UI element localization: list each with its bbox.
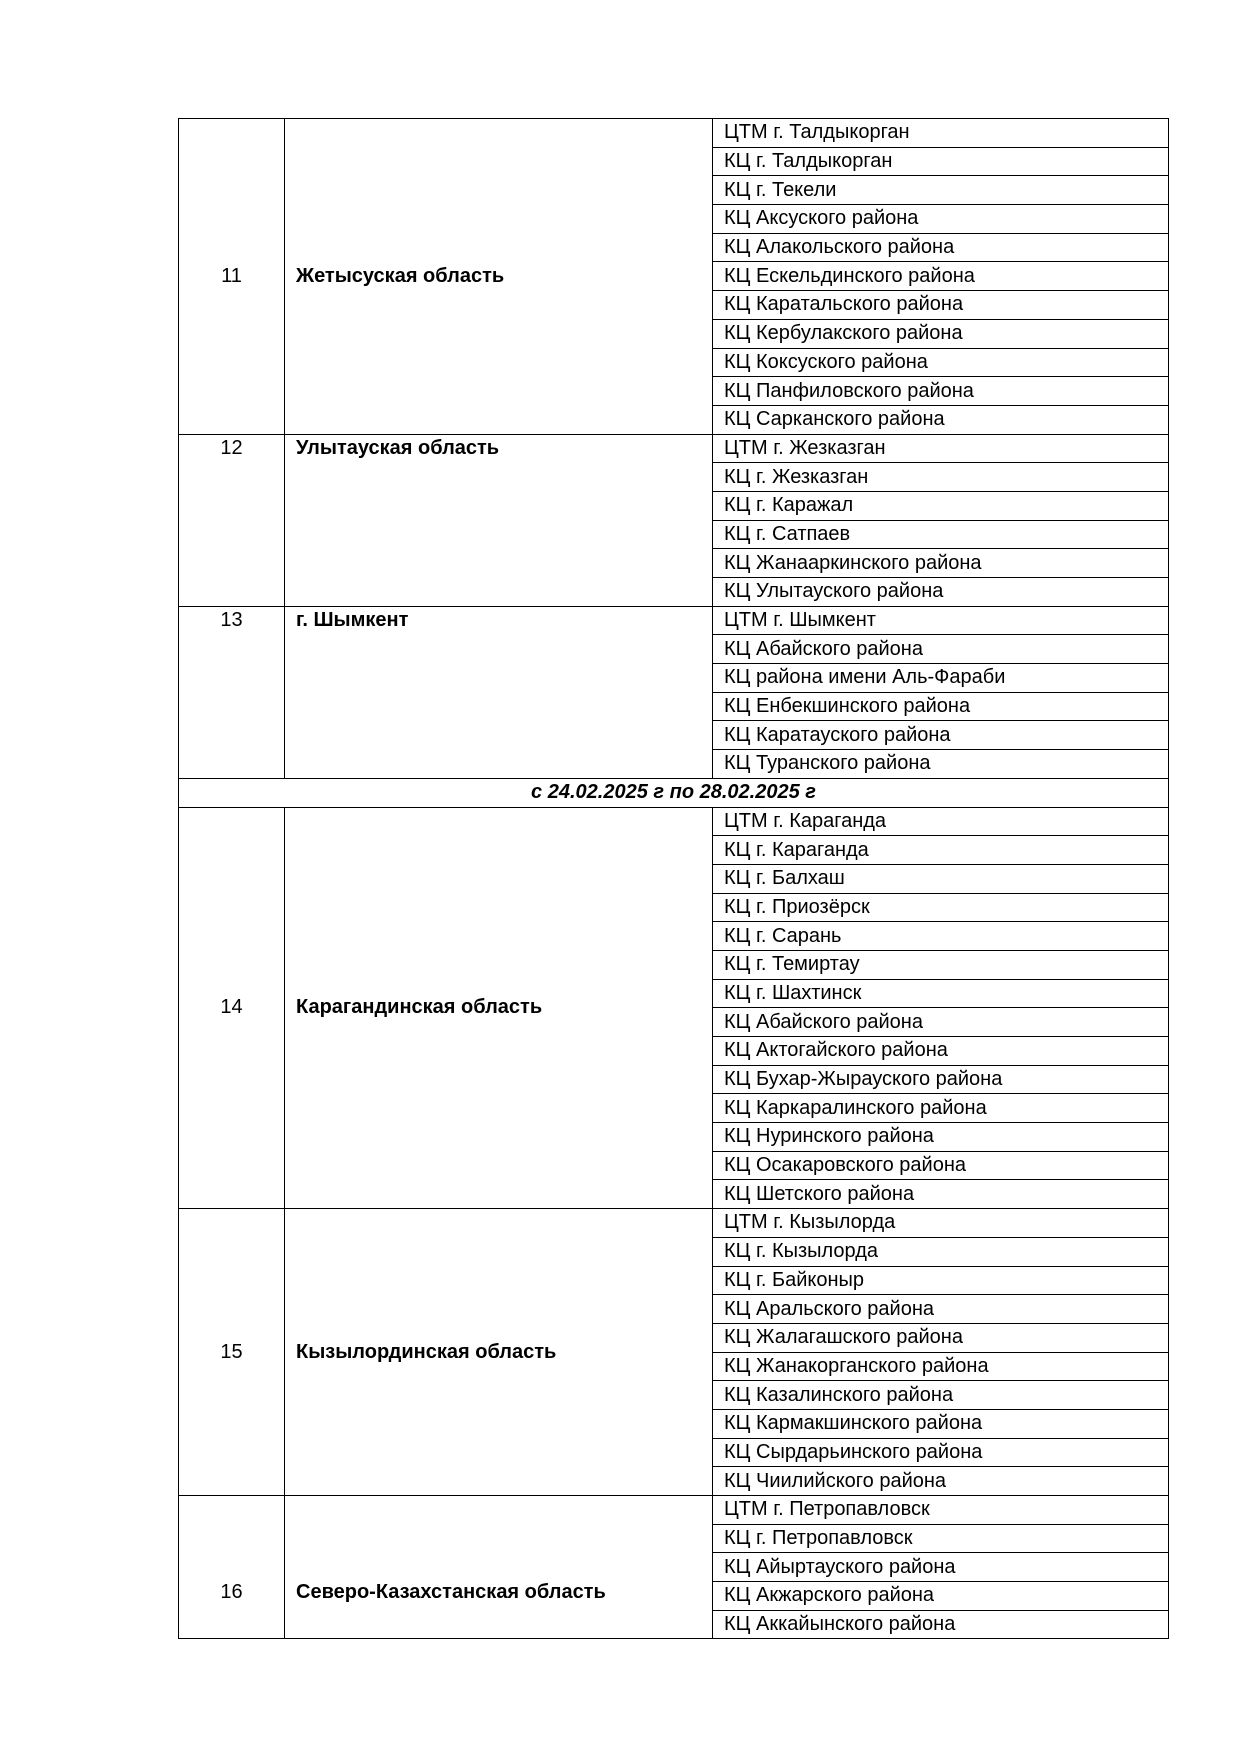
service-center: ЦТМ г. Шымкент bbox=[713, 606, 1169, 635]
service-center: КЦ г. Шахтинск bbox=[713, 979, 1169, 1008]
service-center: КЦ Осакаровского района bbox=[713, 1151, 1169, 1180]
row-number bbox=[179, 807, 285, 1209]
service-center: КЦ Айыртауского района bbox=[713, 1553, 1169, 1582]
service-center: КЦ Жанааркинского района bbox=[713, 549, 1169, 578]
service-center: КЦ Сарканского района bbox=[713, 405, 1169, 434]
row-number-text: 15 bbox=[220, 1340, 243, 1363]
service-center: КЦ Туранского района bbox=[713, 750, 1169, 779]
service-center: ЦТМ г. Кызылорда bbox=[713, 1209, 1169, 1238]
center-row bbox=[179, 434, 1169, 463]
region-name bbox=[285, 606, 713, 778]
service-center: КЦ Енбекшинского района bbox=[713, 692, 1169, 721]
center-row bbox=[179, 119, 1169, 148]
service-center: КЦ Сырдарьинского района bbox=[713, 1438, 1169, 1467]
service-center: КЦ г. Сатпаев bbox=[713, 520, 1169, 549]
center-row bbox=[179, 807, 1169, 836]
service-center: КЦ Каратауского района bbox=[713, 721, 1169, 750]
region-name-text: Улытауская область bbox=[296, 436, 500, 459]
service-center: КЦ Кербулакского района bbox=[713, 319, 1169, 348]
service-center: КЦ Жанакорганского района bbox=[713, 1352, 1169, 1381]
row-number-text: 16 bbox=[220, 1581, 243, 1603]
service-center: КЦ Аксуского района bbox=[713, 205, 1169, 234]
row-number bbox=[179, 1496, 285, 1639]
service-center: КЦ г. Текели bbox=[713, 176, 1169, 205]
service-center: ЦТМ г. Петропавловск bbox=[713, 1496, 1169, 1525]
service-center: КЦ Алакольского района bbox=[713, 233, 1169, 262]
service-center: КЦ г. Каражал bbox=[713, 491, 1169, 520]
center-row bbox=[179, 1209, 1169, 1238]
service-center: КЦ Коксуского района bbox=[713, 348, 1169, 377]
row-number bbox=[179, 119, 285, 435]
service-center: КЦ г. Жезказган bbox=[713, 463, 1169, 492]
service-center: КЦ г. Петропавловск bbox=[713, 1524, 1169, 1553]
region-name-text: Карагандинская область bbox=[296, 996, 543, 1019]
region-name bbox=[285, 119, 713, 435]
service-center: КЦ Улытауского района bbox=[713, 578, 1169, 607]
row-number-text: 12 bbox=[220, 436, 243, 459]
service-center: КЦ г. Талдыкорган bbox=[713, 147, 1169, 176]
service-center: КЦ Чиилийского района bbox=[713, 1467, 1169, 1496]
service-center: КЦ Панфиловского района bbox=[713, 377, 1169, 406]
region-name-text: Кызылординская область bbox=[296, 1340, 557, 1363]
row-number bbox=[179, 1209, 285, 1496]
service-center: КЦ Аккайынского района bbox=[713, 1610, 1169, 1639]
period-label: с 24.02.2025 г по 28.02.2025 г bbox=[179, 778, 1169, 807]
service-center: ЦТМ г. Жезказган bbox=[713, 434, 1169, 463]
service-center: КЦ Кармакшинского района bbox=[713, 1409, 1169, 1438]
service-center: КЦ Каркаралинского района bbox=[713, 1094, 1169, 1123]
service-center: КЦ Казалинского района bbox=[713, 1381, 1169, 1410]
service-center: КЦ г. Приозёрск bbox=[713, 893, 1169, 922]
service-center: КЦ Ескельдинского района bbox=[713, 262, 1169, 291]
service-center: КЦ г. Темиртау bbox=[713, 950, 1169, 979]
region-name-text: г. Шымкент bbox=[296, 608, 409, 631]
service-center: КЦ Аральского района bbox=[713, 1295, 1169, 1324]
service-center: КЦ г. Кызылорда bbox=[713, 1237, 1169, 1266]
row-number bbox=[179, 606, 285, 778]
region-name bbox=[285, 1496, 713, 1639]
row-number-text: 13 bbox=[220, 608, 243, 631]
row-number-text: 14 bbox=[220, 996, 243, 1019]
region-name bbox=[285, 434, 713, 606]
service-center: КЦ Акжарского района bbox=[713, 1582, 1169, 1611]
service-center: КЦ Нуринского района bbox=[713, 1123, 1169, 1152]
service-center: КЦ Актогайского района bbox=[713, 1037, 1169, 1066]
service-center: ЦТМ г. Караганда bbox=[713, 807, 1169, 836]
service-center: КЦ г. Байконыр bbox=[713, 1266, 1169, 1295]
service-center: КЦ Жалагашского района bbox=[713, 1323, 1169, 1352]
region-name-text: Северо-Казахстанская область bbox=[296, 1581, 606, 1603]
service-center: КЦ Каратальского района bbox=[713, 291, 1169, 320]
schedule-table bbox=[178, 118, 1169, 1639]
center-row bbox=[179, 606, 1169, 635]
service-center: КЦ г. Караганда bbox=[713, 836, 1169, 865]
period-row bbox=[179, 778, 1169, 807]
service-center: КЦ района имени Аль-Фараби bbox=[713, 664, 1169, 693]
service-center: КЦ Абайского района bbox=[713, 1008, 1169, 1037]
service-center: КЦ Бухар-Жырауского района bbox=[713, 1065, 1169, 1094]
region-name bbox=[285, 807, 713, 1209]
row-number bbox=[179, 434, 285, 606]
region-name-text: Жетысуская область bbox=[296, 264, 505, 287]
row-number-text: 11 bbox=[221, 264, 242, 287]
service-center: КЦ г. Балхаш bbox=[713, 864, 1169, 893]
service-center: ЦТМ г. Талдыкорган bbox=[713, 119, 1169, 148]
service-center: КЦ г. Сарань bbox=[713, 922, 1169, 951]
service-center: КЦ Абайского района bbox=[713, 635, 1169, 664]
region-name bbox=[285, 1209, 713, 1496]
center-row bbox=[179, 1496, 1169, 1525]
service-center: КЦ Шетского района bbox=[713, 1180, 1169, 1209]
